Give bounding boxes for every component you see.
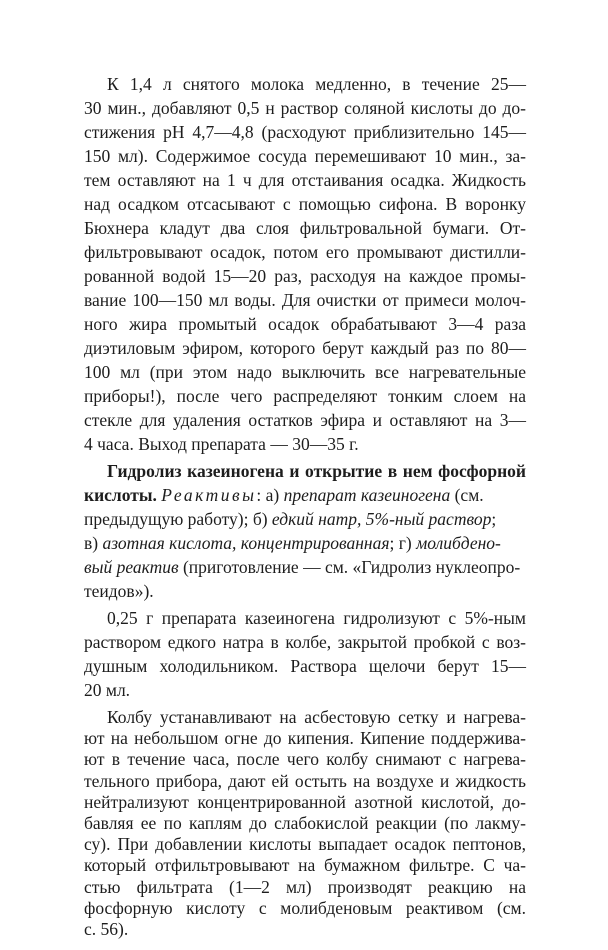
reagent-a-prefix: : а) [256,485,284,505]
text-line: ного жира промытый осадок обрабатывают 3—4 раза [84,314,526,334]
reagent-d-end: вый реактив [84,557,179,577]
reagent-c-prefix: в) [84,533,103,553]
text-line: диэтиловым эфиром, которого берут каждый раз по 80— [84,338,526,358]
section-title: Гидролиз казеиногена и открытие в нем фосфорной [107,461,526,481]
text-line: стью фильтрата (1—2 мл) производят реакцию на [84,876,526,897]
reagent-d: молибдено- [416,533,501,553]
text-line: стекле для удаления остатков эфира и оставляют на 3— [84,410,526,430]
text-line: су). При добавлении кислоты выпадает осадок пептонов, [84,834,526,855]
text-line: бавляя ее по каплям до слабокислой реакции (по лакму- [84,813,526,833]
text-line: 150 мл). Содержимое сосуда перемешивают 10 мин., за- [84,146,526,166]
text-line: который отфильтровывают на бумажном фильтре. С ча- [84,855,526,876]
reagent-d-prefix: ; г) [389,533,417,553]
text-line: приборы!), после чего распределяют тонким слоем на [84,386,526,406]
reagents-line: теидов»). [84,581,154,601]
reagents-line [84,531,526,555]
text-line: стижения pH 4,7—4,8 (расходуют приблизительно 145— [84,122,526,142]
text-line: 0,25 г препарата казеиногена гидролизуют с 5%-ным [107,608,526,628]
text-line: фильтровывают осадок, потом его промывают дистилли- [84,242,526,262]
text-line: тем оставляют на 1 ч для отстаивания осадка. Жидкость [84,170,526,190]
text-line: вание 100—150 мл воды. Для очистки от примеси молоч- [84,290,526,310]
reagent-d-note: (приготовление — см. «Гидролиз нуклеопро- [178,557,521,577]
text-line: фосфорную кислоту с молибденовым реактивом (см. [84,897,526,918]
text-line: 100 мл (при этом надо выключить все нагревательные [84,362,526,382]
reagent-b: едкий натр, 5%-ный раствор [271,509,492,529]
text-line: К 1,4 л снятого молока медленно, в течение 25— [107,74,526,94]
reagent-a-suffix: (см. [450,485,484,505]
text-line: Бюхнера кладут два слоя фильтровальной бумаги. От- [84,218,526,238]
text-line: ют в течение часа, после чего колбу снимают с нагрева- [84,749,526,770]
text-line: над осадком отсасывают с помощью сифона. В воронку [84,194,526,214]
text-line: душным холодильником. Раствора щелочи берут 15— [84,656,526,676]
reagents-label: Реактивы [161,485,257,505]
text-line: Колбу устанавливают на асбестовую сетку и нагрева- [107,707,526,727]
text-line: тельного прибора, дают ей остыть на воздухе и жидкость [84,770,526,791]
reagent-a: препарат казеиногена [283,485,451,505]
reagents-line [84,555,526,579]
reagents-line [84,483,526,507]
reagent-c: азотная кислота, концентрированная [102,533,390,553]
text-line: с. 56). [84,919,129,939]
reagent-b-prefix: предыдущую работу); б) [84,509,272,529]
text-line: рованной водой 15—20 раз, расходуя на каждое промы- [84,266,526,286]
reagent-b-suffix: ; [491,509,497,529]
text-line: ют на небольшом огне до кипения. Кипение поддержива- [84,728,526,749]
reagents-line [84,507,526,531]
text-line: 4 часа. Выход препарата — 30—35 г. [84,434,359,454]
text-line: 30 мин., добавляют 0,5 н раствор соляной кислоты до до- [84,98,526,118]
text-line: раствором едкого натра в колбе, закрытой пробкой с воз- [84,632,526,652]
section-title-end: кислоты. [84,485,157,505]
text-line: нейтрализуют концентрированной азотной кислотой, до- [84,791,526,812]
text-line: 20 мл. [84,680,131,700]
